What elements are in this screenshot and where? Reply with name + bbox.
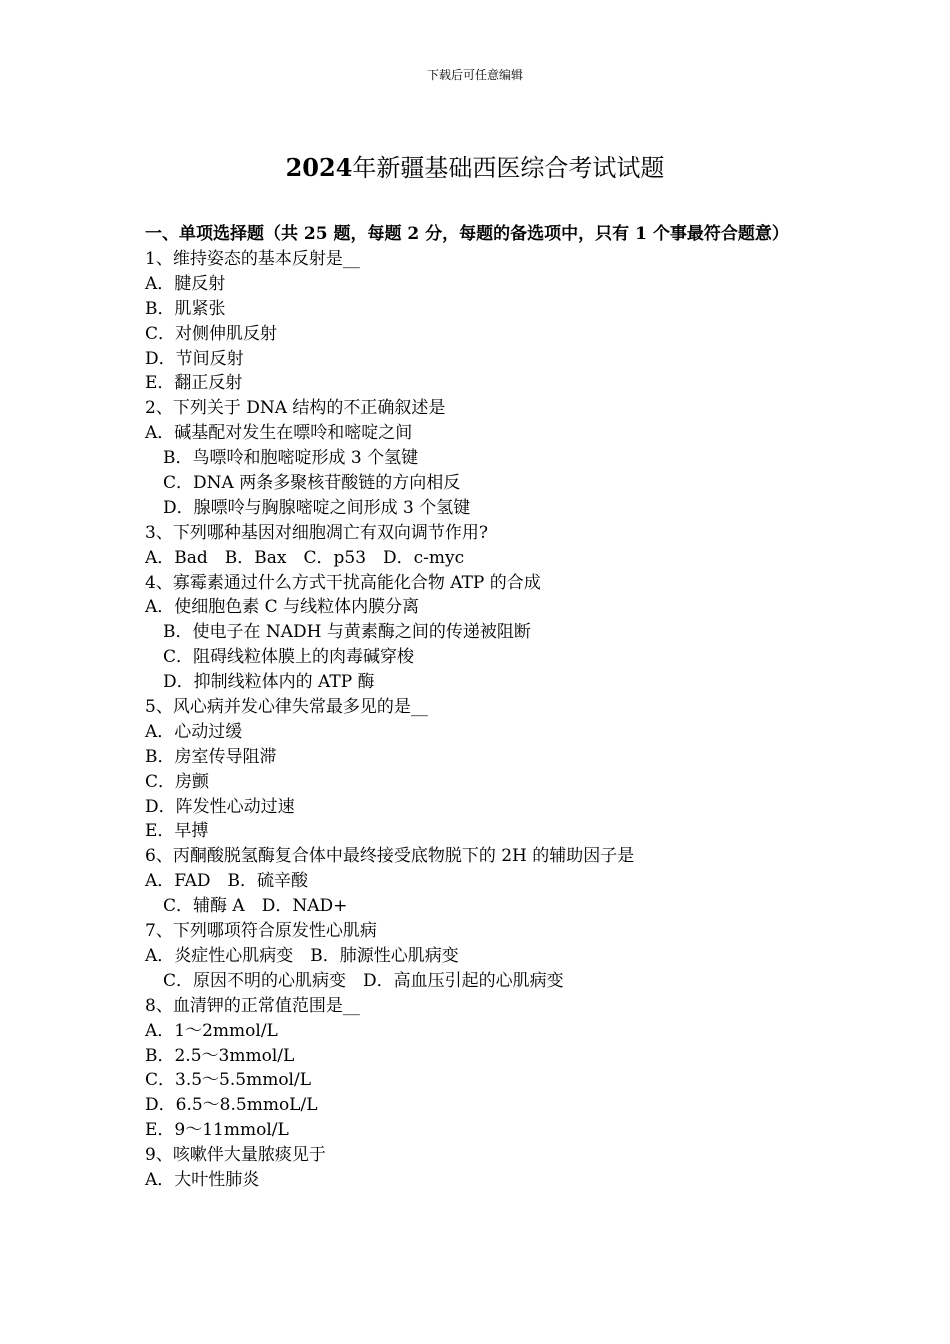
question-3: 3、下列哪种基因对细胞凋亡有双向调节作用?: [145, 522, 488, 543]
option-line: D．节间反射: [145, 348, 244, 369]
option-line: C．对侧伸肌反射: [145, 323, 278, 344]
title-year: 2024: [285, 153, 353, 182]
option-line: C．辅酶 A D．NAD+: [163, 896, 348, 917]
option-line: B．使电子在 NADH 与黄素酶之间的传递被阻断: [163, 622, 531, 643]
option-line: A．腱反射: [145, 273, 226, 294]
question-6: 6、丙酮酸脱氢酶复合体中最终接受底物脱下的 2H 的辅助因子是: [145, 846, 635, 867]
option-line: E．9～11mmol/L: [145, 1120, 289, 1141]
option-line: A．大叶性肺炎: [145, 1169, 260, 1190]
question-1: 1、维持姿态的基本反射是__: [145, 249, 360, 269]
option-line: C．阻碍线粒体膜上的肉毒碱穿梭: [163, 647, 415, 668]
option-line: A．1～2mmol/L: [145, 1020, 278, 1041]
option-line: E．翻正反射: [145, 373, 243, 394]
option-line: B．鸟嘌呤和胞嘧啶形成 3 个氢键: [163, 448, 419, 469]
option-line: D．6.5～8.5mmoL/L: [145, 1095, 318, 1116]
option-line: B．肌紧张: [145, 298, 226, 319]
section-heading: 一、单项选择题（共 25 题，每题 2 分，每题的备选项中，只有 1 个事最符合题意）: [145, 224, 789, 244]
header-note: 下载后可任意编辑: [426, 68, 523, 82]
option-line: A．Bad B．Bax C．p53 D．c-myc: [145, 547, 465, 568]
option-line: D．阵发性心动过速: [145, 796, 295, 817]
question-2: 2、下列关于 DNA 结构的不正确叙述是: [145, 398, 446, 419]
option-line: B．房室传导阻滞: [145, 746, 277, 767]
option-line: A．使细胞色素 C 与线粒体内膜分离: [145, 597, 420, 618]
option-line: C．DNA 两条多聚核苷酸链的方向相反: [163, 473, 461, 494]
option-line: C．3.5～5.5mmol/L: [145, 1070, 312, 1091]
option-line: A．炎症性心肌病变 B．肺源性心肌病变: [145, 945, 459, 966]
option-line: D．腺嘌呤与胸腺嘧啶之间形成 3 个氢键: [163, 497, 471, 518]
title-text: 年新疆基础西医综合考试试题: [352, 154, 665, 182]
option-line: A．心动过缓: [145, 721, 243, 742]
option-line: E．早搏: [145, 821, 209, 842]
option-line: C．房颤: [145, 771, 210, 792]
question-5: 5、风心病并发心律失常最多见的是__: [145, 697, 428, 718]
option-line: A．碱基配对发生在嘌呤和嘧啶之间: [145, 423, 413, 444]
page-title: [0, 150, 950, 186]
option-line: C．原因不明的心肌病变 D．高血压引起的心肌病变: [163, 970, 564, 991]
question-9: 9、咳嗽伴大量脓痰见于: [145, 1145, 326, 1166]
question-7: 7、下列哪项符合原发性心肌病: [145, 921, 377, 942]
option-line: D．抑制线粒体内的 ATP 酶: [163, 672, 375, 693]
question-4: 4、寡霉素通过什么方式干扰高能化合物 ATP 的合成: [145, 572, 541, 593]
question-8: 8、血清钾的正常值范围是__: [145, 995, 360, 1016]
option-line: A．FAD B．硫辛酸: [145, 871, 308, 892]
option-line: B．2.5～3mmol/L: [145, 1045, 295, 1066]
document-body: [145, 222, 815, 1193]
